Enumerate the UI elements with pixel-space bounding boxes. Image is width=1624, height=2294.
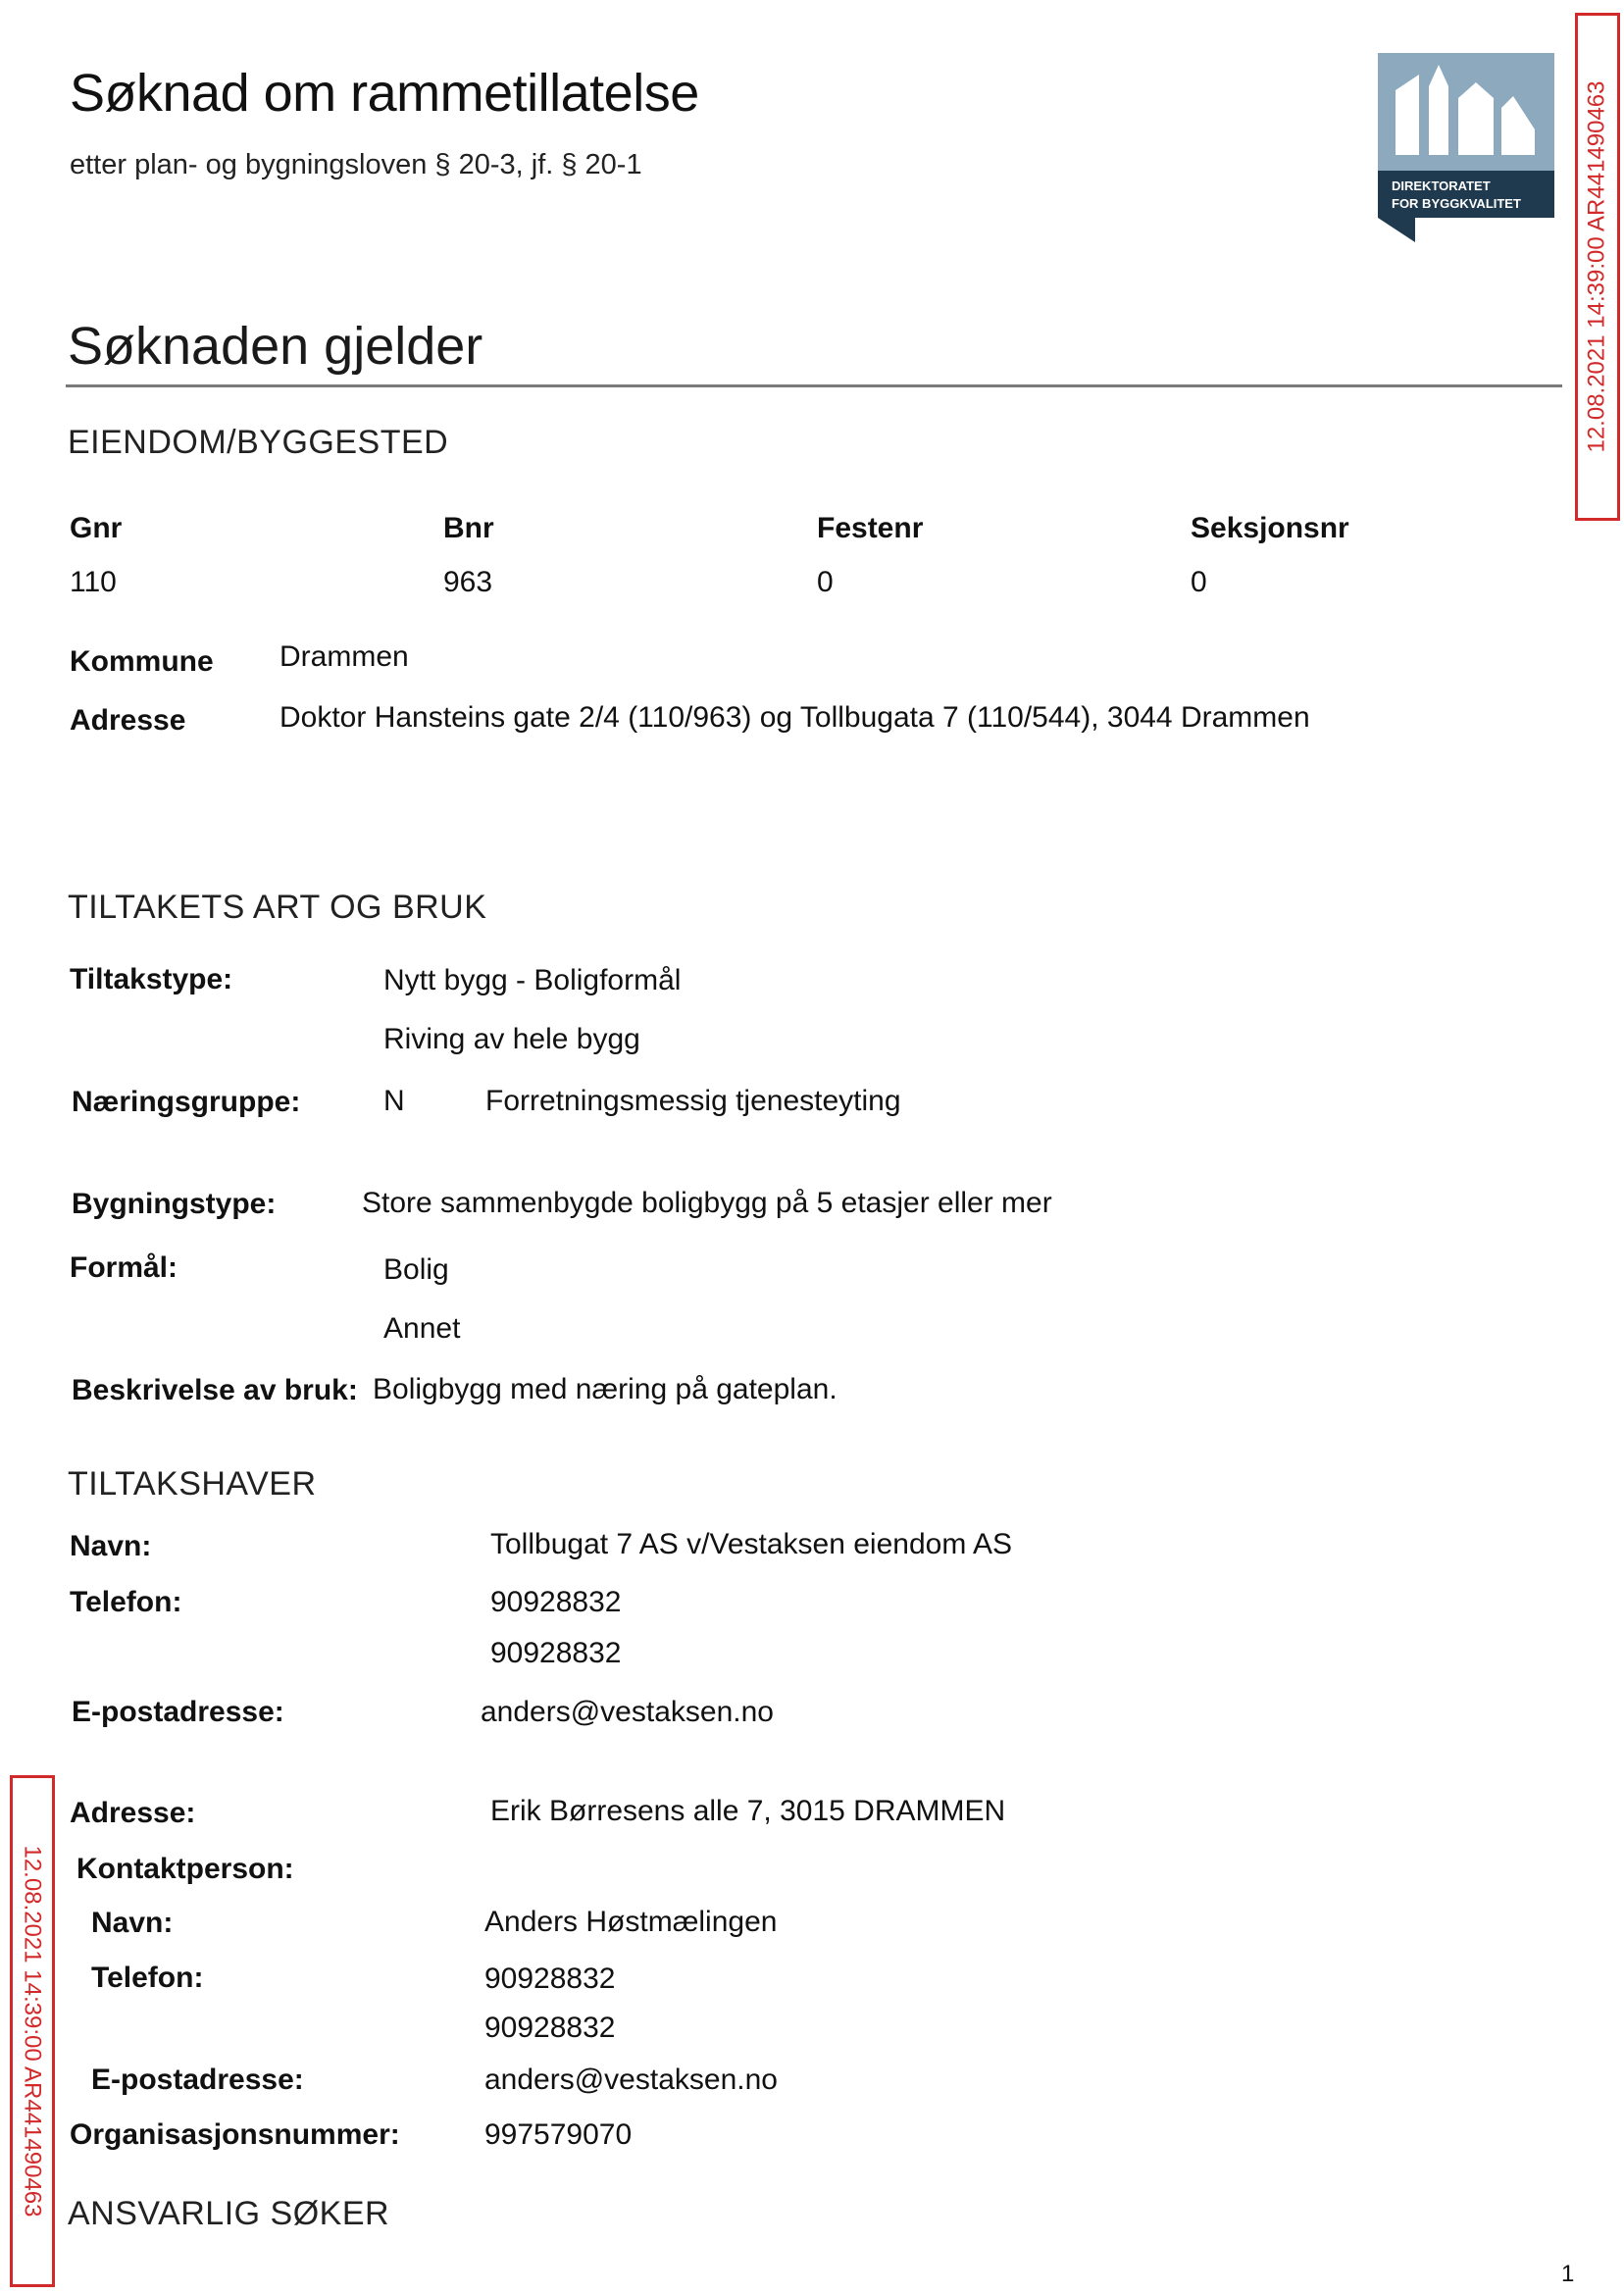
bnr-label: Bnr (443, 512, 494, 544)
eiendom-heading: EIENDOM/BYGGESTED (68, 424, 449, 461)
festenr-label: Festenr (817, 512, 924, 544)
naeringsgruppe-label: Næringsgruppe: (72, 1086, 301, 1118)
kontakt-epost-value: anders@vestaksen.no (484, 2064, 778, 2096)
formal-value-2: Annet (383, 1312, 461, 1345)
tiltak-heading: TILTAKETS ART OG BRUK (68, 889, 487, 926)
beskrivelse-label: Beskrivelse av bruk: (72, 1374, 358, 1406)
tiltakshaver-navn-label: Navn: (70, 1530, 152, 1562)
kontakt-telefon-value-1: 90928832 (484, 1963, 616, 1995)
page-number: 1 (1561, 2261, 1575, 2287)
document-title: Søknad om rammetillatelse (70, 64, 699, 123)
tiltakshaver-telefon-value-2: 90928832 (490, 1637, 622, 1669)
section-divider (66, 384, 1562, 387)
logo-line-1: DIREKTORATET (1392, 178, 1491, 193)
logo-line-2: FOR BYGGKVALITET (1392, 196, 1521, 211)
kontakt-navn-value: Anders Høstmælingen (484, 1906, 778, 1938)
gnr-value: 110 (70, 566, 117, 598)
bnr-value: 963 (443, 566, 493, 598)
tiltakshaver-heading: TILTAKSHAVER (68, 1465, 317, 1503)
tiltakshaver-telefon-label: Telefon: (70, 1586, 182, 1618)
adresse-value: Doktor Hansteins gate 2/4 (110/963) og Tollbugata 7 (110/544), 3044 Drammen (279, 701, 1310, 734)
date-stamp-right-text: 12.08.2021 14:39:00 AR441490463 (1584, 80, 1610, 453)
kontakt-telefon-value-2: 90928832 (484, 2012, 616, 2044)
tiltakshaver-epost-label: E-postadresse: (72, 1696, 284, 1728)
tiltakstype-value-2: Riving av hele bygg (383, 1023, 640, 1055)
dibk-logo-icon (1378, 53, 1554, 242)
bygningstype-value: Store sammenbygde boligbygg på 5 etasjer eller mer (362, 1187, 1052, 1219)
kommune-label: Kommune (70, 645, 214, 678)
formal-label: Formål: (70, 1251, 178, 1284)
adresse-label: Adresse (70, 704, 186, 737)
festenr-value: 0 (817, 566, 834, 598)
formal-value-1: Bolig (383, 1253, 449, 1286)
dibk-logo (1378, 53, 1554, 242)
kontakt-navn-label: Navn: (91, 1907, 174, 1939)
kontakt-telefon-label: Telefon: (91, 1962, 204, 1994)
date-stamp-left-text: 12.08.2021 14:39:00 AR441490463 (20, 1845, 46, 2218)
tiltakshaver-epost-value: anders@vestaksen.no (481, 1696, 774, 1728)
kontakt-epost-label: E-postadresse: (91, 2064, 304, 2096)
gnr-label: Gnr (70, 512, 123, 544)
naeringsgruppe-code: N (383, 1085, 405, 1117)
tiltakshaver-navn-value: Tollbugat 7 AS v/Vestaksen eiendom AS (490, 1528, 1013, 1560)
kommune-value: Drammen (279, 640, 409, 673)
tiltakstype-value-1: Nytt bygg - Boligformål (383, 964, 682, 996)
seksjonsnr-value: 0 (1191, 566, 1207, 598)
tiltakstype-label: Tiltakstype: (70, 963, 233, 995)
beskrivelse-value: Boligbygg med næring på gateplan. (373, 1373, 837, 1405)
tiltakshaver-adresse-value: Erik Børresens alle 7, 3015 DRAMMEN (490, 1795, 1006, 1827)
ansvarlig-soker-heading: ANSVARLIG SØKER (68, 2195, 390, 2232)
kontaktperson-label: Kontaktperson: (76, 1853, 294, 1885)
orgnr-label: Organisasjonsnummer: (70, 2118, 400, 2151)
tiltakshaver-adresse-label: Adresse: (70, 1797, 196, 1829)
section-heading: Søknaden gjelder (68, 317, 483, 376)
document-subtitle: etter plan- og bygningsloven § 20-3, jf. § 20-1 (70, 149, 642, 180)
date-stamp-right (1575, 13, 1620, 521)
seksjonsnr-label: Seksjonsnr (1191, 512, 1349, 544)
orgnr-value: 997579070 (484, 2118, 633, 2151)
naeringsgruppe-value: Forretningsmessig tjenesteyting (485, 1085, 901, 1117)
tiltakshaver-telefon-value-1: 90928832 (490, 1586, 622, 1618)
date-stamp-left (10, 1775, 55, 2287)
bygningstype-label: Bygningstype: (72, 1188, 277, 1220)
